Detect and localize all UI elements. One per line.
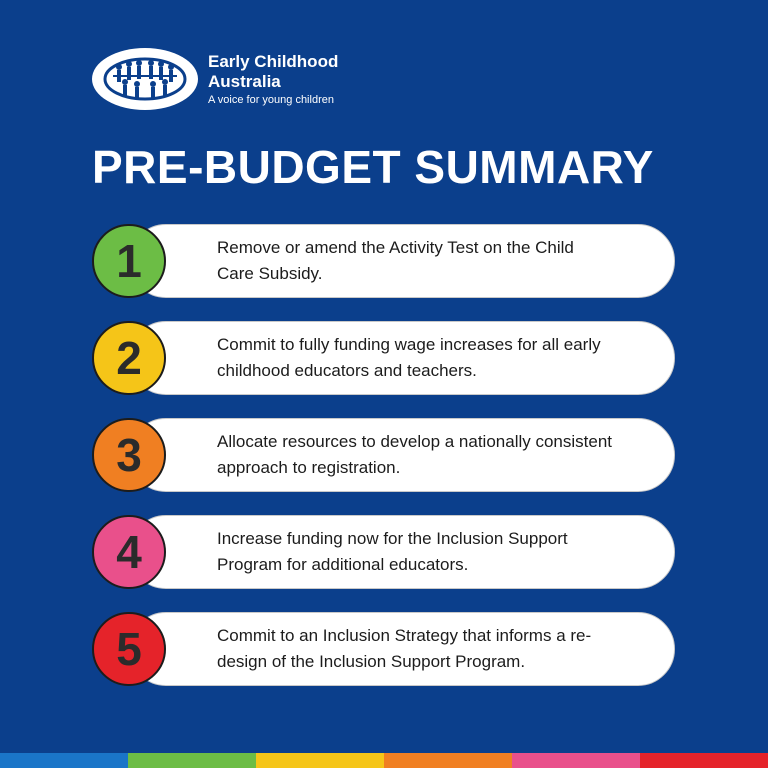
strip-yellow — [256, 753, 384, 768]
item-text: Commit to an Inclusion Strategy that informs a re-design of the Inclusion Support Program. — [217, 626, 592, 671]
brand-tagline: A voice for young children — [208, 93, 334, 106]
number-badge — [92, 515, 166, 589]
page-title: PRE-BUDGET SUMMARY — [92, 141, 654, 193]
summary-item-3 — [92, 418, 675, 492]
strip-orange — [384, 753, 512, 768]
item-pill — [129, 224, 675, 298]
strip-blue — [0, 753, 128, 768]
strip-red — [640, 753, 768, 768]
color-strip — [0, 753, 768, 768]
item-text: Remove or amend the Activity Test on the Child Care Subsidy. — [217, 238, 574, 283]
children-circle-logo-icon — [92, 48, 198, 110]
brand-name-line2: Australia — [208, 71, 281, 91]
logo-figures — [99, 55, 191, 103]
brand-text — [208, 52, 338, 107]
summary-item-4 — [92, 515, 675, 589]
badge-number: 5 — [116, 623, 142, 675]
item-pill — [129, 418, 675, 492]
item-text: Allocate resources to develop a nationally consistent approach to registration. — [217, 432, 613, 477]
badge-number: 4 — [116, 526, 142, 578]
badge-number: 1 — [116, 235, 142, 287]
summary-item-2 — [92, 321, 675, 395]
number-badge — [92, 224, 166, 298]
badge-number: 3 — [116, 429, 142, 481]
number-badge — [92, 612, 166, 686]
item-pill — [129, 321, 675, 395]
summary-item-5 — [92, 612, 675, 686]
item-pill — [129, 612, 675, 686]
badge-number: 2 — [116, 332, 142, 384]
brand-logo — [92, 48, 338, 110]
summary-item-1 — [92, 224, 675, 298]
brand-name-line1: Early Childhood — [208, 51, 339, 71]
number-badge — [92, 418, 166, 492]
item-text: Commit to fully funding wage increases for all early childhood educators and teachers. — [217, 335, 601, 380]
strip-pink — [512, 753, 640, 768]
strip-green — [128, 753, 256, 768]
item-text: Increase funding now for the Inclusion Support Program for additional educators. — [217, 529, 568, 574]
number-badge — [92, 321, 166, 395]
item-pill — [129, 515, 675, 589]
